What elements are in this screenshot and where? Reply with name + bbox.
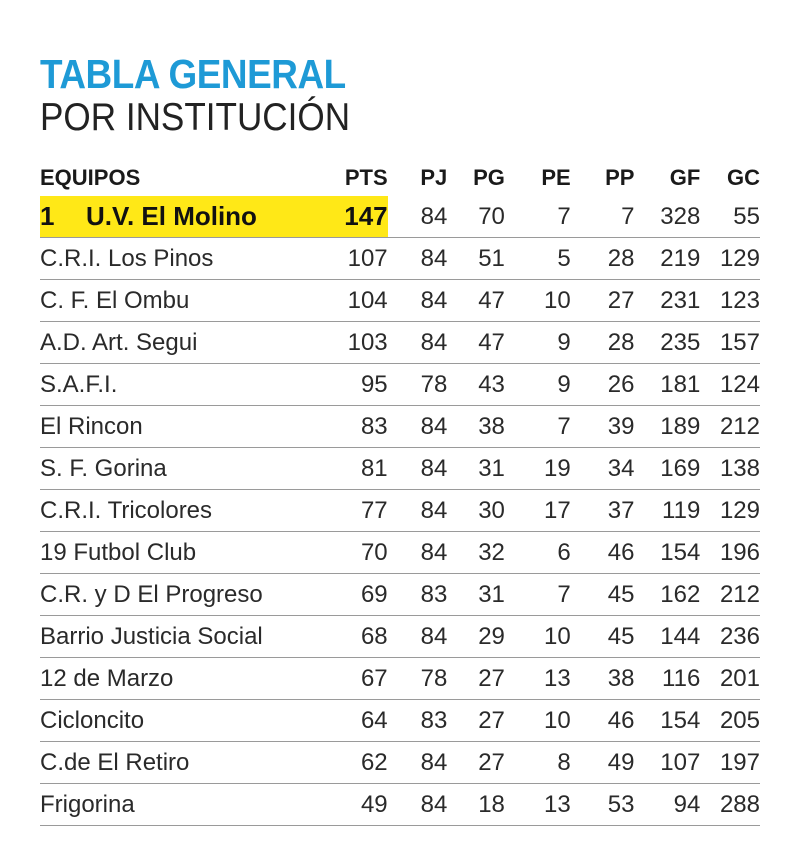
pts-cell: 81: [330, 448, 388, 490]
gf-cell: 107: [634, 742, 700, 784]
gf-cell: 219: [634, 238, 700, 280]
pg-cell: 47: [447, 280, 505, 322]
pe-cell: 10: [505, 280, 571, 322]
pg-cell: 47: [447, 322, 505, 364]
gc-cell: 196: [700, 532, 760, 574]
pj-cell: 84: [388, 490, 448, 532]
team-name-cell: C. F. El Ombu: [40, 280, 330, 322]
pp-cell: 34: [571, 448, 635, 490]
pg-cell: 51: [447, 238, 505, 280]
gc-cell: 212: [700, 574, 760, 616]
pg-cell: 30: [447, 490, 505, 532]
gf-cell: 144: [634, 616, 700, 658]
pe-cell: 10: [505, 700, 571, 742]
table-row: [40, 322, 760, 364]
leader-gf: 328: [634, 196, 700, 238]
gc-cell: 123: [700, 280, 760, 322]
column-header-pe: PE: [541, 165, 571, 190]
gf-cell: 181: [634, 364, 700, 406]
gf-cell: 189: [634, 406, 700, 448]
gc-cell: 205: [700, 700, 760, 742]
pe-cell: 6: [505, 532, 571, 574]
pg-cell: 29: [447, 616, 505, 658]
pts-cell: 64: [330, 700, 388, 742]
pj-cell: 78: [388, 364, 448, 406]
column-header-pp: PP: [605, 165, 635, 190]
table-row: [40, 700, 760, 742]
pp-cell: 27: [571, 280, 635, 322]
page-subtitle: POR INSTITUCIÓN: [40, 96, 351, 139]
pts-cell: 49: [330, 784, 388, 826]
team-name-cell: S. F. Gorina: [40, 448, 330, 490]
gc-cell: 212: [700, 406, 760, 448]
pe-cell: 9: [505, 364, 571, 406]
pts-cell: 70: [330, 532, 388, 574]
pts-cell: 83: [330, 406, 388, 448]
pj-cell: 84: [388, 616, 448, 658]
pp-cell: 28: [571, 238, 635, 280]
pts-cell: 67: [330, 658, 388, 700]
standings-table: [40, 160, 760, 826]
table-row: [40, 616, 760, 658]
gc-cell: 129: [700, 490, 760, 532]
gf-cell: 154: [634, 700, 700, 742]
pg-cell: 27: [447, 658, 505, 700]
leader-pg: 70: [447, 196, 505, 238]
table-row: [40, 784, 760, 826]
gc-cell: 157: [700, 322, 760, 364]
pj-cell: 84: [388, 280, 448, 322]
pp-cell: 49: [571, 742, 635, 784]
pg-cell: 43: [447, 364, 505, 406]
pj-cell: 78: [388, 658, 448, 700]
pj-cell: 84: [388, 532, 448, 574]
team-name-cell: C.R.I. Tricolores: [40, 490, 330, 532]
team-name-cell: El Rincon: [40, 406, 330, 448]
table-row: [40, 280, 760, 322]
pj-cell: 83: [388, 574, 448, 616]
pg-cell: 18: [447, 784, 505, 826]
table-row: [40, 742, 760, 784]
gf-cell: 116: [634, 658, 700, 700]
team-name-cell: C.de El Retiro: [40, 742, 330, 784]
gc-cell: 197: [700, 742, 760, 784]
table-row: [40, 658, 760, 700]
pts-cell: 104: [330, 280, 388, 322]
table-row: [40, 448, 760, 490]
pg-cell: 31: [447, 448, 505, 490]
gf-cell: 231: [634, 280, 700, 322]
pp-cell: 45: [571, 616, 635, 658]
column-header-pts: PTS: [344, 165, 388, 190]
pg-cell: 31: [447, 574, 505, 616]
pe-cell: 10: [505, 616, 571, 658]
pe-cell: 17: [505, 490, 571, 532]
team-name-cell: C.R.I. Los Pinos: [40, 238, 330, 280]
table-row: [40, 238, 760, 280]
table-header-row: [40, 160, 760, 196]
pp-cell: 46: [571, 532, 635, 574]
gf-cell: 94: [634, 784, 700, 826]
gc-cell: 288: [700, 784, 760, 826]
pe-cell: 5: [505, 238, 571, 280]
gf-cell: 162: [634, 574, 700, 616]
pg-cell: 27: [447, 742, 505, 784]
pp-cell: 26: [571, 364, 635, 406]
team-name-cell: S.A.F.I.: [40, 364, 330, 406]
pj-cell: 84: [388, 448, 448, 490]
team-name-cell: Cicloncito: [40, 700, 330, 742]
pe-cell: 19: [505, 448, 571, 490]
team-name-cell: Barrio Justicia Social: [40, 616, 330, 658]
leader-team-cell: [40, 196, 330, 238]
leader-team-name: U.V. El Molino: [86, 201, 257, 231]
leader-pj: 84: [388, 196, 448, 238]
gc-cell: 201: [700, 658, 760, 700]
table-row: [40, 406, 760, 448]
gc-cell: 138: [700, 448, 760, 490]
pg-cell: 32: [447, 532, 505, 574]
table-row: [40, 532, 760, 574]
pp-cell: 45: [571, 574, 635, 616]
team-name-cell: 19 Futbol Club: [40, 532, 330, 574]
column-header-gf: GF: [669, 165, 701, 190]
page-title: TABLA GENERAL: [40, 51, 346, 97]
pe-cell: 8: [505, 742, 571, 784]
table-row: [40, 574, 760, 616]
pj-cell: 84: [388, 406, 448, 448]
gf-cell: 119: [634, 490, 700, 532]
pp-cell: 46: [571, 700, 635, 742]
pp-cell: 53: [571, 784, 635, 826]
team-name-cell: C.R. y D El Progreso: [40, 574, 330, 616]
pe-cell: 13: [505, 658, 571, 700]
pts-cell: 62: [330, 742, 388, 784]
gf-cell: 235: [634, 322, 700, 364]
pe-cell: 7: [505, 574, 571, 616]
pg-cell: 38: [447, 406, 505, 448]
column-header-pg: PG: [473, 165, 505, 190]
leader-gc: 55: [700, 196, 760, 238]
pe-cell: 9: [505, 322, 571, 364]
gc-cell: 129: [700, 238, 760, 280]
pp-cell: 28: [571, 322, 635, 364]
pp-cell: 39: [571, 406, 635, 448]
pp-cell: 37: [571, 490, 635, 532]
leader-row: [40, 196, 760, 238]
pj-cell: 84: [388, 742, 448, 784]
pts-cell: 107: [330, 238, 388, 280]
column-header-gc: GC: [727, 165, 760, 190]
team-name-cell: A.D. Art. Segui: [40, 322, 330, 364]
leader-pe: 7: [505, 196, 571, 238]
leader-pp: 7: [571, 196, 635, 238]
pts-cell: 103: [330, 322, 388, 364]
pts-cell: 68: [330, 616, 388, 658]
column-header-pj: PJ: [420, 165, 448, 190]
pts-cell: 77: [330, 490, 388, 532]
gc-cell: 236: [700, 616, 760, 658]
pts-cell: 95: [330, 364, 388, 406]
pe-cell: 13: [505, 784, 571, 826]
gf-cell: 169: [634, 448, 700, 490]
team-name-cell: 12 de Marzo: [40, 658, 330, 700]
pe-cell: 7: [505, 406, 571, 448]
pj-cell: 84: [388, 238, 448, 280]
pg-cell: 27: [447, 700, 505, 742]
leader-rank: 1: [40, 201, 55, 231]
pj-cell: 83: [388, 700, 448, 742]
standings-panel: [40, 51, 760, 818]
gf-cell: 154: [634, 532, 700, 574]
pts-cell: 69: [330, 574, 388, 616]
team-name-cell: Frigorina: [40, 784, 330, 826]
column-header-equipos: EQUIPOS: [40, 165, 141, 190]
gc-cell: 124: [700, 364, 760, 406]
table-row: [40, 364, 760, 406]
pp-cell: 38: [571, 658, 635, 700]
table-row: [40, 490, 760, 532]
leader-pts: 147: [330, 196, 388, 238]
pj-cell: 84: [388, 322, 448, 364]
pj-cell: 84: [388, 784, 448, 826]
